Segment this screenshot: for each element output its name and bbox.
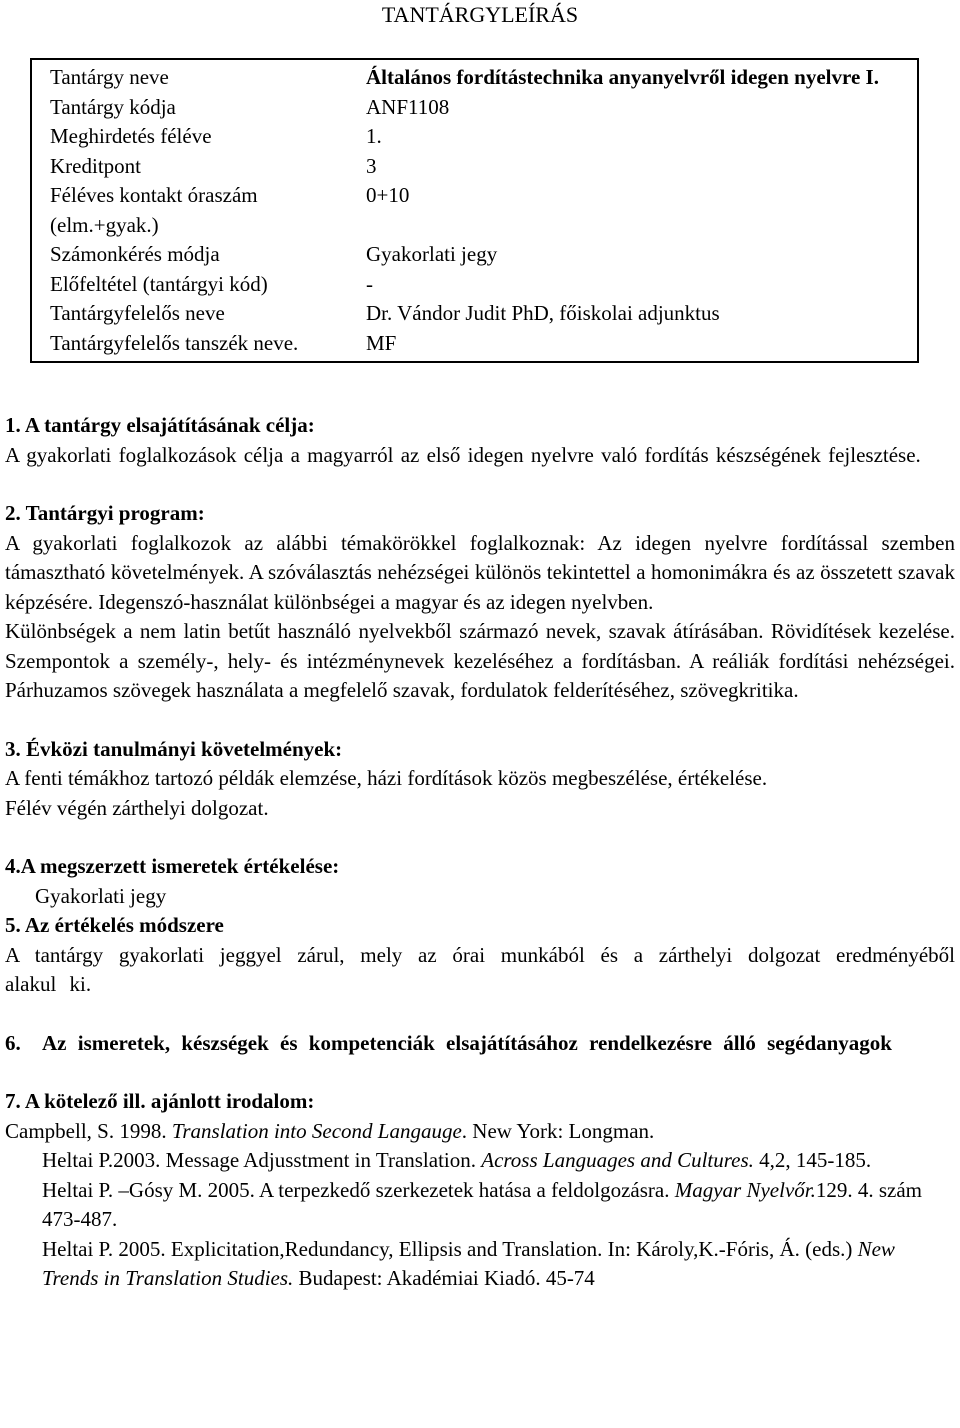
reference-title: Across Languages and Cultures. (481, 1148, 754, 1172)
section-2-text-2: Különbségek a nem latin betűt használó nyelvekből származó nevek, szavak átírásában. Rövidítések kezelése. Szempontok a személy-, hely- és intézménynevek kezeléséhez a fordításban. A reáliák fordítási nehézségei. Párhuzamos szövegek használata a megfelelő szavak, fordulatok felderítéséhez, szövegkritika. (5, 619, 955, 702)
info-row-course-code (32, 93, 917, 123)
info-label: Kreditpont (50, 153, 141, 178)
reference-item (5, 1176, 955, 1235)
section-2-text-1: A gyakorlati foglalkozok az alábbi témakörökkel foglalkoznak: Az idegen nyelvre fordítással szemben támasztható követelmények. A szóválasztás nehézségei különös tekintettel a homonimákra és az összetett szavak képzésére. Idegenszó-használat különbségei a magyar és az idegen nyelvben. (5, 530, 955, 614)
info-label: Számonkérés módja (50, 242, 220, 266)
section-5-title: 5. Az értékelés módszere (5, 913, 224, 937)
section-6 (5, 1029, 955, 1059)
section-3-title: 3. Évközi tanulmányi követelmények: (5, 736, 343, 761)
info-row-course-name (32, 63, 917, 93)
reference-item (5, 1146, 955, 1176)
info-label: Féléves kontakt óraszám (elm.+gyak.) (50, 183, 258, 237)
reference-text: Heltai P.2003. Message Adjusstment in Translation. (42, 1148, 482, 1172)
info-value: - (366, 271, 373, 296)
info-row-credits (32, 152, 917, 182)
info-value: MF (366, 330, 397, 355)
section-1-text: A gyakorlati foglalkozások célja a magyarról az első idegen nyelvre való fordítás készségének fejlesztése. (5, 442, 921, 467)
section-6-number: 6. (5, 1030, 21, 1055)
info-value: Gyakorlati jegy (366, 242, 498, 266)
info-row-prerequisite (32, 270, 917, 300)
info-value: ANF1108 (366, 94, 450, 119)
reference-title: Translation into Second Langauge (171, 1118, 462, 1143)
info-label: Előfeltétel (tantárgyi kód) (50, 271, 268, 296)
section-4-text: Gyakorlati jegy (35, 883, 167, 908)
info-row-responsible (32, 299, 917, 329)
reference-item (5, 1117, 955, 1147)
reference-title: New Trends in Translation Studies. (42, 1236, 895, 1290)
reference-text: Campbell, S. 1998. (5, 1118, 172, 1143)
reference-item (5, 1235, 955, 1294)
reference-title: Magyar Nyelvőr. (674, 1177, 816, 1202)
document-title: TANTÁRGYLEÍRÁS (381, 2, 579, 27)
info-label: Tantárgy kódja (50, 94, 176, 119)
info-value: 0+10 (366, 183, 410, 207)
reference-text: Budapest: Akadémiai Kiadó. 45-74 (293, 1266, 595, 1290)
document-body (5, 411, 955, 1294)
info-row-contact-hours (32, 181, 917, 240)
info-value: 1. (366, 124, 382, 148)
info-value: Dr. Vándor Judit PhD, főiskolai adjunktus (366, 301, 720, 325)
info-value: 3 (366, 153, 377, 178)
section-7-title: 7. A kötelező ill. ajánlott irodalom: (5, 1089, 315, 1113)
section-5-text: A tantárgy gyakorlati jeggyel zárul, mely az órai munkából és a zárthelyi dolgozat eredményéből alakul ki. (5, 942, 955, 996)
section-2-title: 2. Tantárgyi program: (5, 501, 205, 525)
info-label: Meghirdetés féléve (50, 124, 212, 148)
reference-text: 129. 4. szám 473-487. (42, 1177, 923, 1231)
reference-text: . New York: Longman. (461, 1118, 655, 1143)
info-value: Általános fordítástechnika anyanyelvről idegen nyelvre I. (366, 65, 879, 89)
info-label: Tantárgyfelelős tanszék neve. (50, 330, 299, 355)
section-3-line-1: A fenti témákhoz tartozó példák elemzése, házi fordítások közös megbeszélése, értékelése. (5, 766, 768, 790)
info-row-department (32, 329, 917, 359)
info-label: Tantárgy neve (50, 65, 169, 89)
info-label: Tantárgyfelelős neve (50, 301, 225, 325)
reference-text: Heltai P. –Gósy M. 2005. A terpezkedő szerkezetek hatása a feldolgozásra. (42, 1177, 675, 1202)
reference-text: 4,2, 145-185. (753, 1148, 872, 1172)
section-1-title: 1. A tantárgy elsajátításának célja: (5, 413, 315, 437)
course-info-table (30, 58, 919, 363)
reference-text: Heltai P. 2005. Explicitation,Redundancy, Ellipsis and Translation. In: Károly,K.-Fóris, Á. (eds.) (42, 1236, 858, 1261)
section-6-title: Az ismeretek, készségek és kompetenciák elsajátításához rendelkezésre álló segédanyagok (42, 1030, 892, 1055)
section-4-title: 4.A megszerzett ismeretek értékelése: (5, 854, 340, 878)
section-3-line-2: Félév végén zárthelyi dolgozat. (5, 795, 269, 820)
info-row-semester (32, 122, 917, 152)
info-row-assessment (32, 240, 917, 270)
